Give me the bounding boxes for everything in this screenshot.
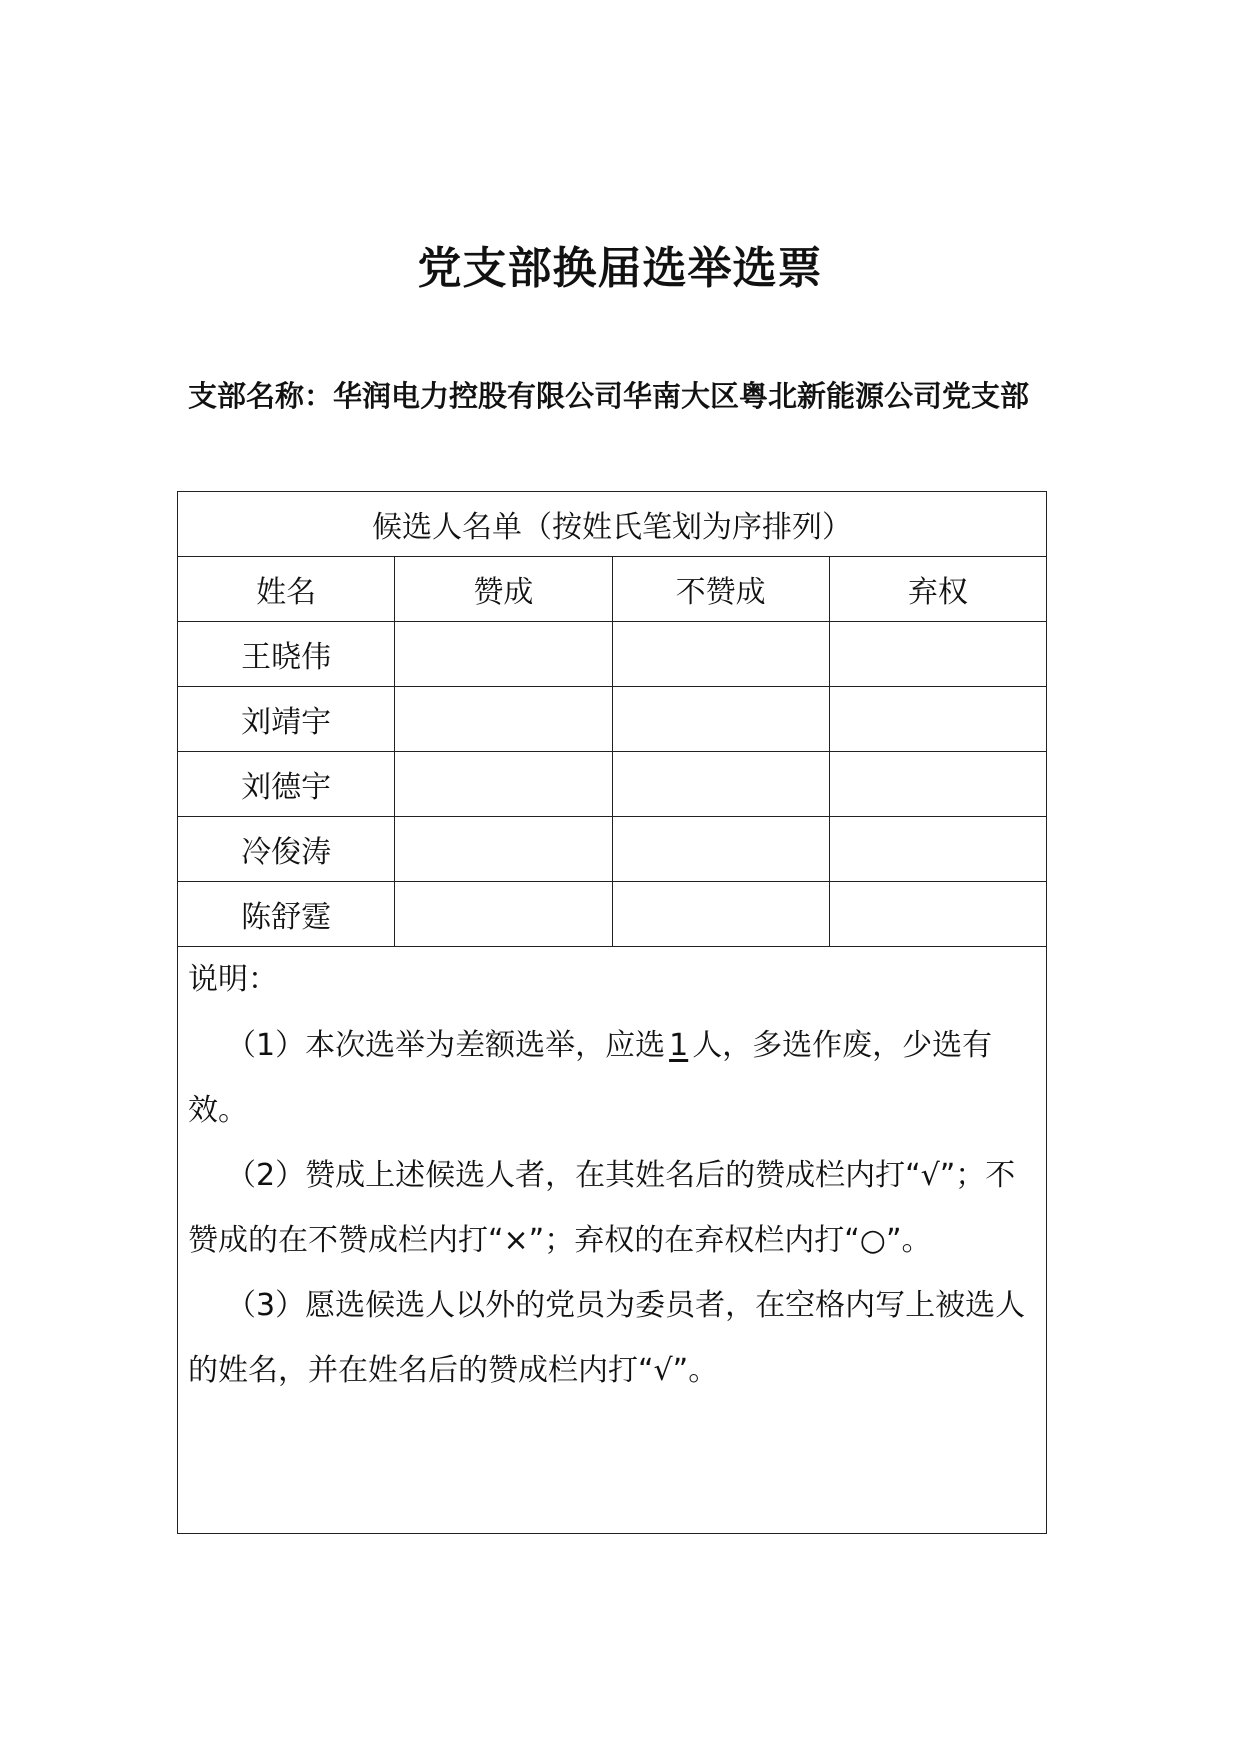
note-2: （2）赞成上述候选人者，在其姓名后的赞成栏内打“√”；不赞成的在不赞成栏内打“×”；弃权的在弃权栏内打“○”。 <box>188 1158 1016 1258</box>
page-title: 党支部换届选举选票 <box>417 243 823 294</box>
approve-cell[interactable] <box>395 817 612 882</box>
note-1-before: （1）本次选举为差额选举，应选 <box>226 1028 666 1063</box>
table-row <box>178 817 1047 882</box>
candidate-name: 王晓伟 <box>178 622 395 687</box>
notes-title: 说明： <box>188 962 278 997</box>
candidate-name: 陈舒霆 <box>178 882 395 947</box>
table-row <box>178 622 1047 687</box>
candidate-name: 冷俊涛 <box>178 817 395 882</box>
abstain-cell[interactable] <box>829 882 1046 947</box>
branch-name-line: 支部名称：华润电力控股有限公司华南大区粤北新能源公司党支部 <box>188 379 1030 413</box>
table-row <box>178 882 1047 947</box>
header-row <box>178 557 1047 622</box>
notes-cell <box>178 947 1047 1534</box>
notes-row <box>178 947 1047 1534</box>
candidate-name: 刘靖宇 <box>178 687 395 752</box>
note-3: （3）愿选候选人以外的党员为委员者，在空格内写上被选人的姓名，并在姓名后的赞成栏内打“√”。 <box>188 1288 1026 1388</box>
note-1-count: 1 <box>669 1028 689 1063</box>
header-abstain: 弃权 <box>829 557 1046 622</box>
table-row <box>178 752 1047 817</box>
approve-cell[interactable] <box>395 687 612 752</box>
header-name: 姓名 <box>178 557 395 622</box>
header-approve: 赞成 <box>395 557 612 622</box>
abstain-cell[interactable] <box>829 687 1046 752</box>
note-1 <box>188 1013 1028 1143</box>
approve-cell[interactable] <box>395 752 612 817</box>
table-row <box>178 687 1047 752</box>
table-caption: 候选人名单（按姓氏笔划为序排列） <box>178 492 1047 557</box>
note-1-after: 人，多选作废，少选有效。 <box>188 1028 993 1128</box>
disapprove-cell[interactable] <box>612 752 829 817</box>
header-disapprove: 不赞成 <box>612 557 829 622</box>
disapprove-cell[interactable] <box>612 622 829 687</box>
disapprove-cell[interactable] <box>612 882 829 947</box>
abstain-cell[interactable] <box>829 622 1046 687</box>
disapprove-cell[interactable] <box>612 687 829 752</box>
caption-row <box>178 492 1047 557</box>
abstain-cell[interactable] <box>829 752 1046 817</box>
ballot-table <box>177 491 1047 1534</box>
approve-cell[interactable] <box>395 622 612 687</box>
candidate-name: 刘德宇 <box>178 752 395 817</box>
disapprove-cell[interactable] <box>612 817 829 882</box>
abstain-cell[interactable] <box>829 817 1046 882</box>
approve-cell[interactable] <box>395 882 612 947</box>
